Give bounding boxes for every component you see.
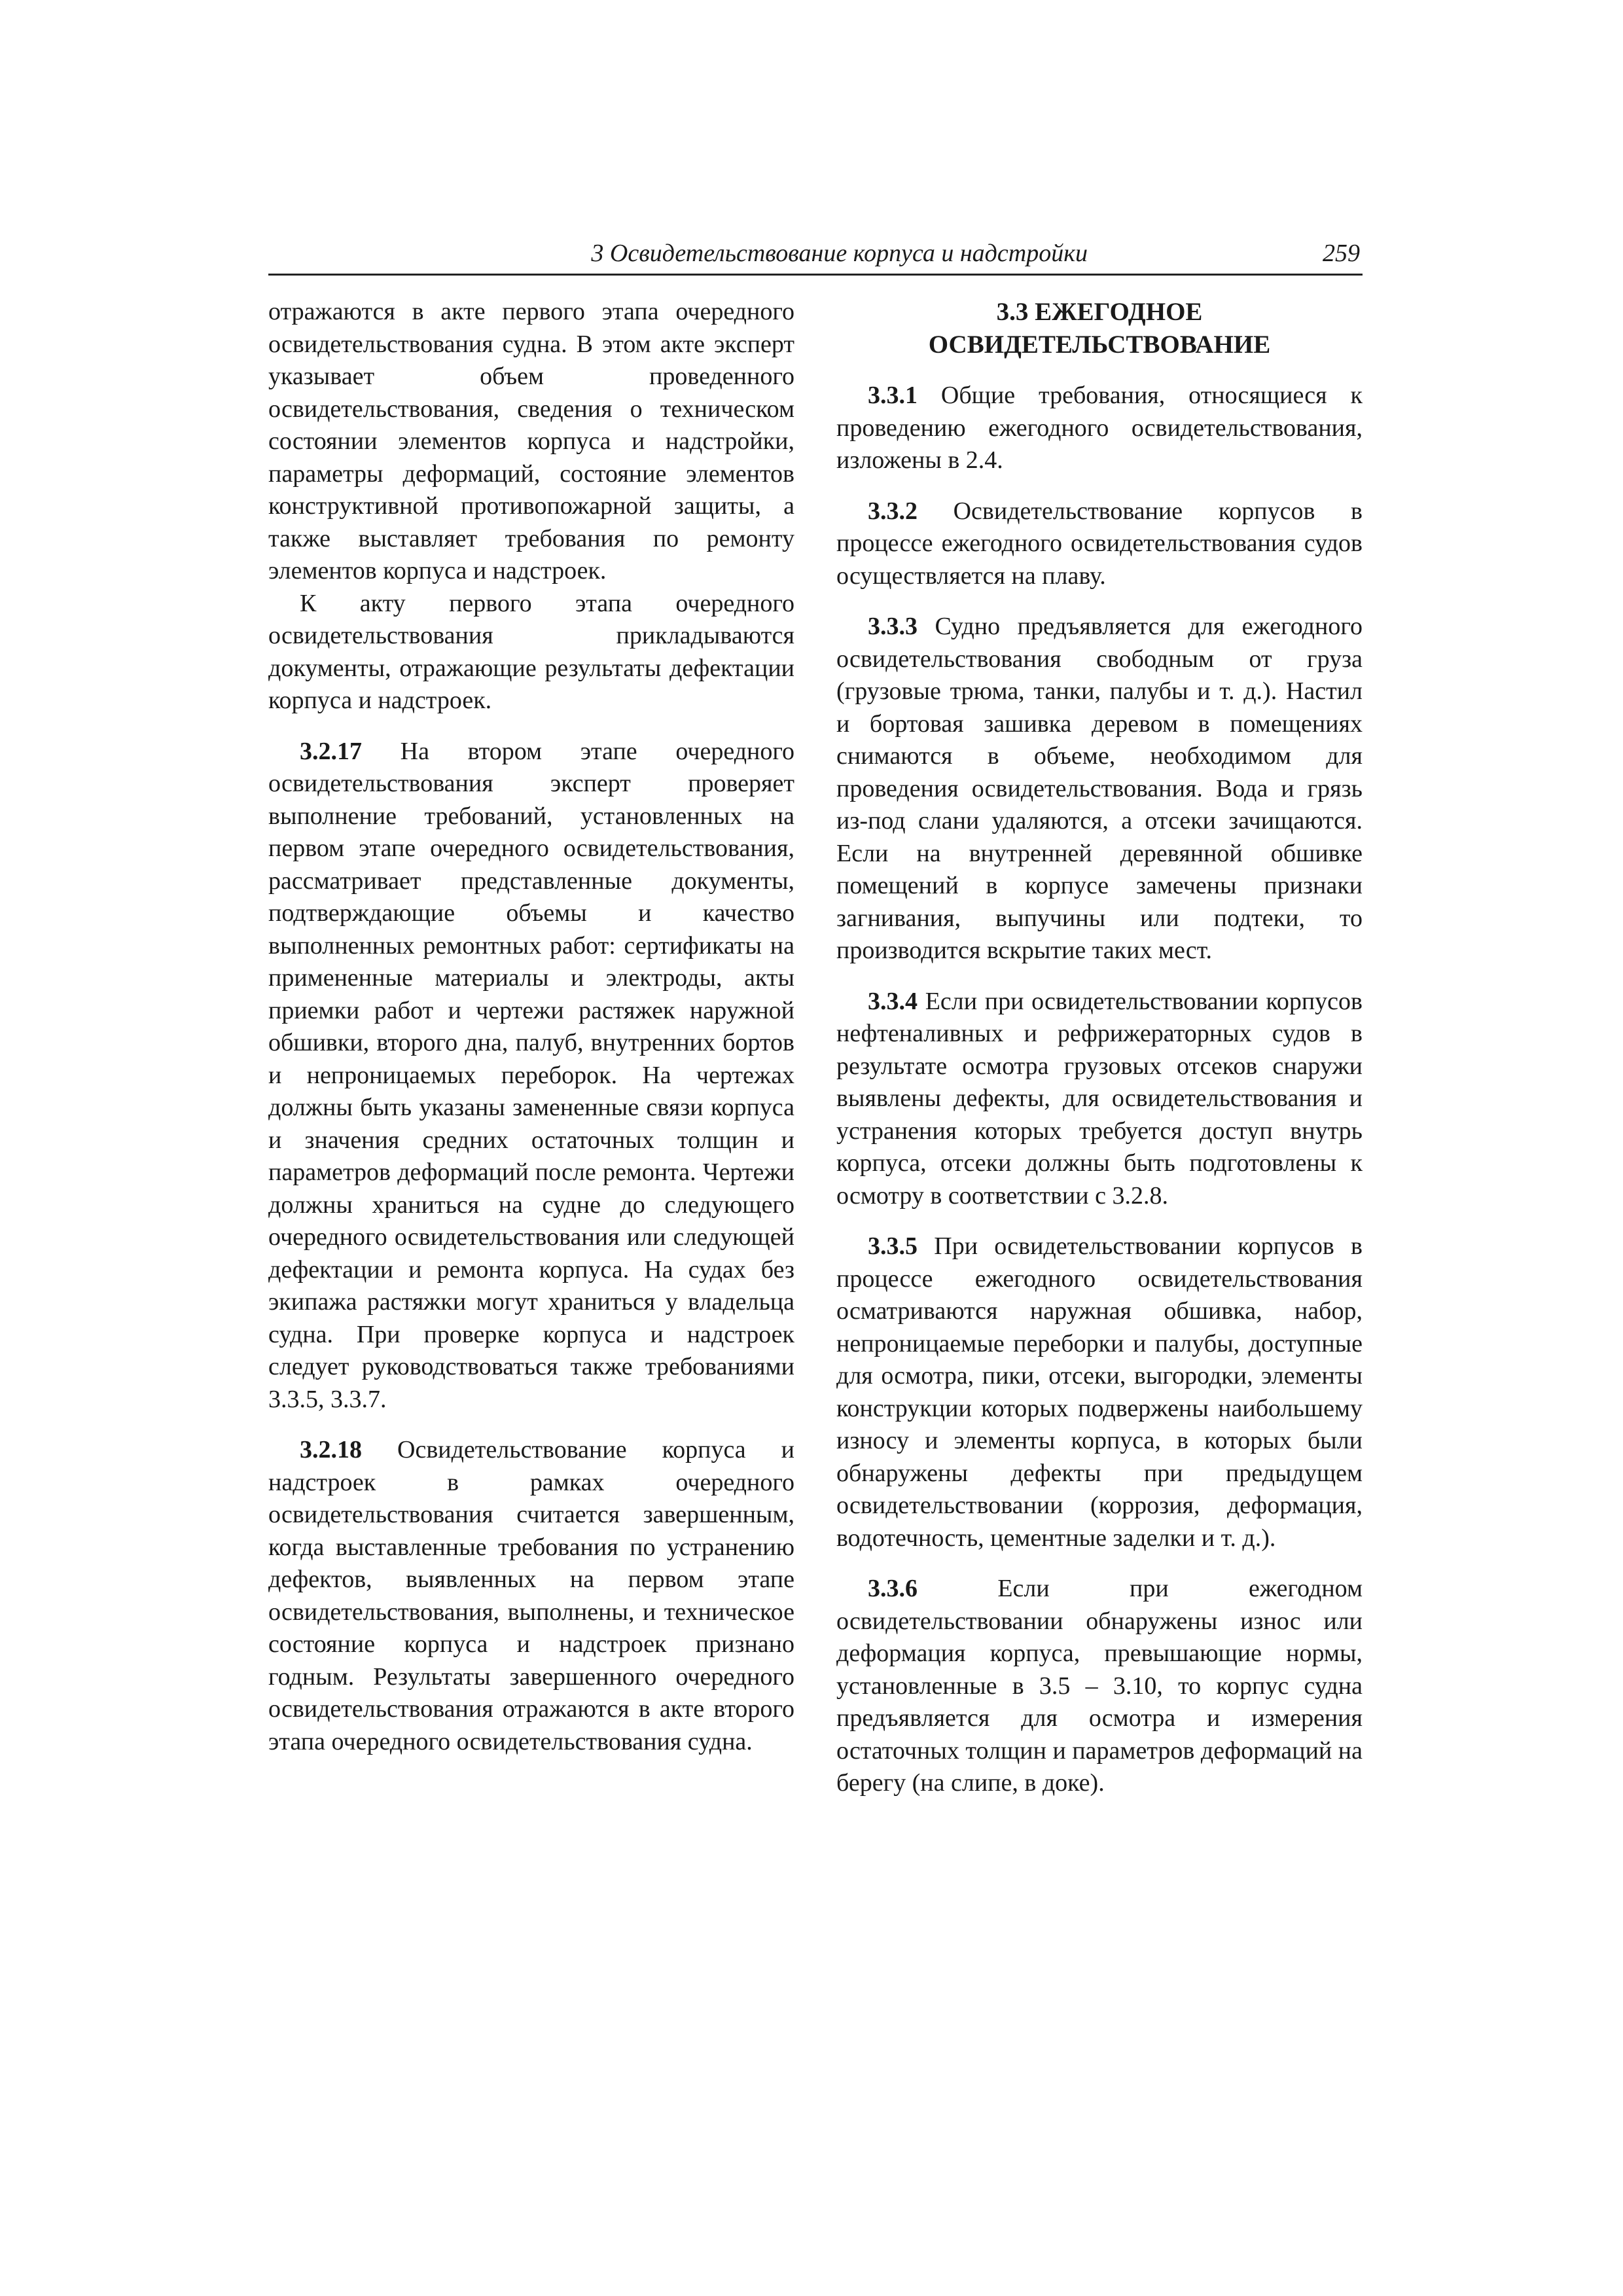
clause-text: Общие требования, относящиеся к проведению ежегодного освидетельствования, изложены в 2.4. — [836, 382, 1363, 474]
clause-3-3-4 — [836, 986, 1363, 1213]
clause-3-3-1 — [836, 380, 1363, 477]
clause-text: Если при ежегодном освидетельствовании обнаружены износ или деформация корпуса, превышающие нормы, установленные в 3.5 – 3.10, то корпус судна предъявляется для осмотра и измерения остаточных толщин и параметров деформаций на берегу (на слипе, в доке). — [836, 1575, 1363, 1797]
clause-3-3-5 — [836, 1230, 1363, 1554]
clause-number: 3.3.6 — [868, 1575, 918, 1602]
section-heading-line-1: 3.3 ЕЖЕГОДНОЕ — [996, 298, 1203, 326]
clause-3-3-3 — [836, 611, 1363, 967]
clause-3-3-2 — [836, 495, 1363, 593]
clause-3-3-6 — [836, 1573, 1363, 1800]
paragraph-continuation: отражаются в акте первого этапа очередного освидетельствования судна. В этом акте эксперт указывает объем проведенного освидетельствования, сведения о техническом состоянии элементов корпуса и надстройки, параметры деформаций, состояние элементов конструктивной противопожарной защиты, а также выставляет требования по ремонту элементов корпуса и надстроек. — [268, 298, 794, 584]
clause-number: 3.3.1 — [868, 382, 918, 409]
section-heading — [836, 296, 1363, 361]
paragraph-attachments: К акту первого этапа очередного освидетельствования прикладываются документы, отражающие результаты дефектации корпуса и надстроек. — [268, 589, 794, 714]
right-column — [836, 296, 1363, 1800]
clause-3-2-17 — [268, 736, 794, 1416]
clause-text: Судно предъявляется для ежегодного освидетельствования свободным от груза (грузовые трюма, танки, палубы и т. д.). Настил и бортовая зашивка деревом в помещениях снимаются в объеме, необходимом для проведения освидетельствования. Вода и грязь из-под слани удаляются, а отсеки зачищаются. Если на внутренней деревянной обшивке помещений в корпусе замечены признаки загнивания, выпучины или подтеки, то производится вскрытие таких мест. — [836, 613, 1363, 964]
clause-number: 3.2.17 — [300, 737, 362, 765]
running-title: 3 Освидетельствование корпуса и надстройки — [591, 240, 1088, 267]
clause-number: 3.3.4 — [868, 987, 918, 1015]
clause-number: 3.2.18 — [300, 1436, 362, 1463]
clause-text: На втором этапе очередного освидетельствования эксперт проверяет выполнение требований, установленных на первом этапе очередного освидетельствования, рассматривает представленные документы, подтверждающие объемы и качество выполненных ремонтных работ: сертификаты на примененные материалы и электроды, акты приемки работ и чертежи растяжек наружной обшивки, второго дна, палуб, внутренних бортов и непроницаемых переборок. На чертежах должны быть указаны замененные связи корпуса и значения средних остаточных толщин и параметров деформаций после ремонта. Чертежи должны храниться на судне до следующего очередного освидетельствования или следующей дефектации и ремонта корпуса. На судах без экипажа растяжки могут храниться у владельца судна. При проверке корпуса и надстроек следует руководствоваться также требованиями 3.3.5, 3.3.7. — [268, 737, 795, 1413]
clause-number: 3.3.5 — [868, 1232, 918, 1260]
page-number: 259 — [1323, 240, 1360, 267]
clause-number: 3.3.2 — [868, 497, 918, 525]
clause-text: Если при освидетельствовании корпусов нефтеналивных и рефрижераторных судов в результате осмотра грузовых отсеков снаружи выявлены дефекты, для освидетельствования и устранения которых требуется доступ внутрь корпуса, отсеки должны быть подготовлены к осмотру в соответствии с 3.2.8. — [836, 987, 1363, 1210]
left-column — [268, 296, 794, 1758]
section-heading-line-2: ОСВИДЕТЕЛЬСТВОВАНИЕ — [928, 331, 1271, 359]
running-header — [268, 237, 1363, 276]
clause-text: При освидетельствовании корпусов в процессе ежегодного освидетельствования осматриваются наружная обшивка, набор, непроницаемые переборки и палубы, доступные для осмотра, пики, отсеки, выгородки, элементы конструкции которых подвержены наибольшему износу и элементы корпуса, в которых были обнаружены дефекты при предыдущем освидетельствовании (коррозия, деформация, водотечность, цементные заделки и т. д.). — [836, 1232, 1363, 1552]
clause-number: 3.3.3 — [868, 613, 918, 640]
clause-text: Освидетельствование корпуса и надстроек в рамках очередного освидетельствования считается завершенным, когда выставленные требования по устранению дефектов, выявленных на первом этапе освидетельствования, выполнены, и техническое состояние корпуса и надстроек признано годным. Результаты завершенного очередного освидетельствования отражаются в акте второго этапа очередного освидетельствования судна. — [268, 1436, 794, 1755]
clause-3-2-18 — [268, 1434, 794, 1758]
clause-text: Освидетельствование корпусов в процессе ежегодного освидетельствования судов осуществляется на плаву. — [836, 497, 1363, 590]
